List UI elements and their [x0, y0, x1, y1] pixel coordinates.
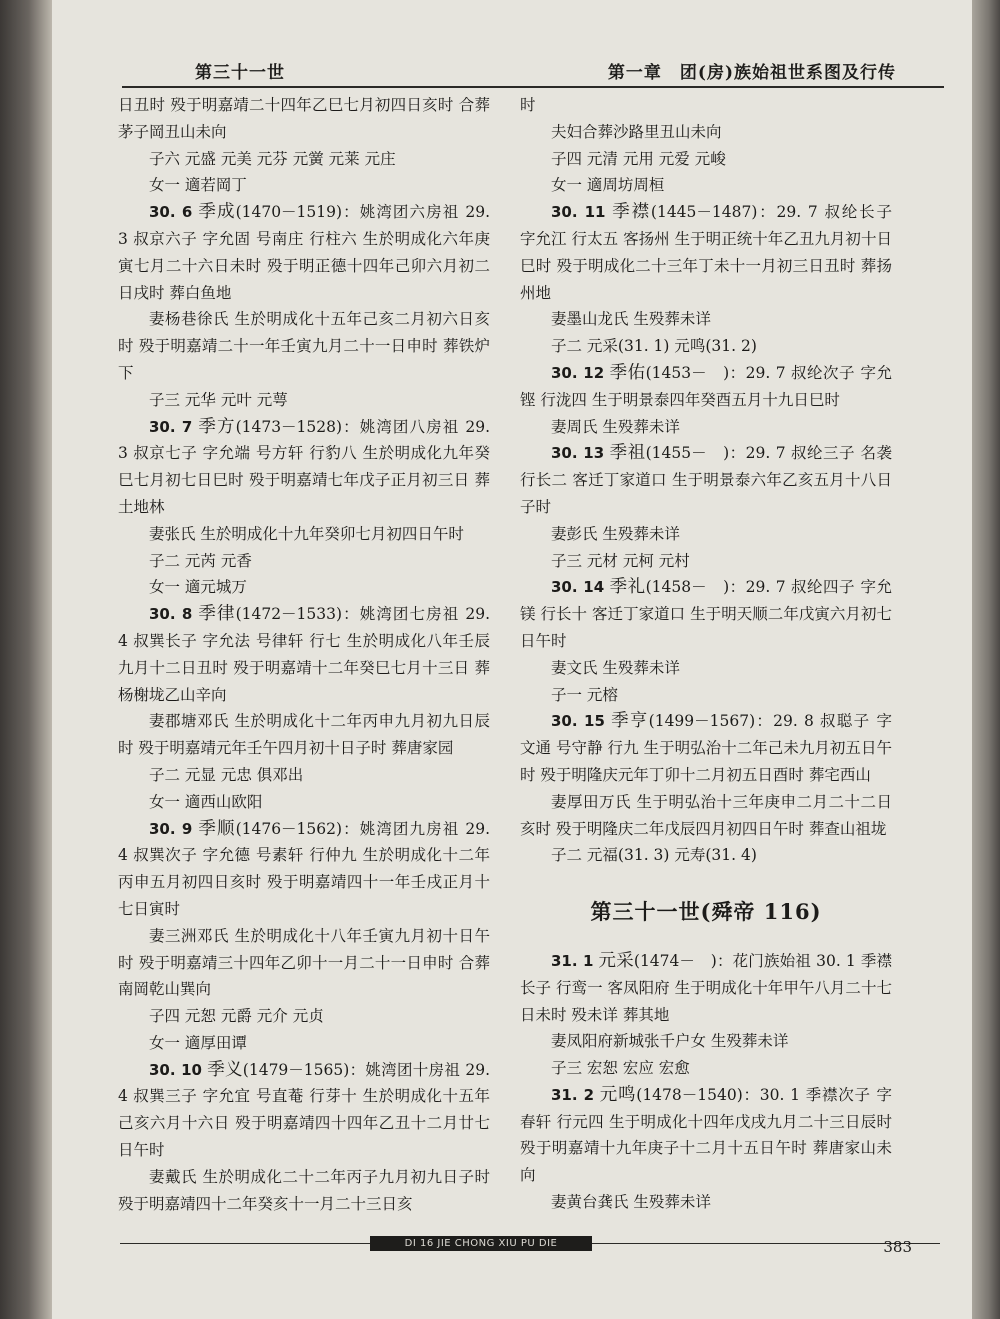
person-entry	[520, 948, 892, 1028]
person-entry	[118, 199, 490, 306]
person-name: 季佑	[609, 362, 646, 383]
text-line: 子二 元芮 元香	[149, 551, 252, 570]
entry-number: 30. 8	[149, 605, 193, 624]
text-line: 子六 元盛 元美 元芬 元黉 元莱 元庄	[149, 149, 396, 168]
text-line: 子二 元福(31. 3) 元寿(31. 4)	[551, 846, 757, 865]
text-line: 女一 適周坊周桓	[551, 176, 665, 195]
text-line: 妻郡塘邓氏 生於明成化十二年丙申九月初九日辰时 殁于明嘉靖元年壬午四月初十日子时 葬唐家园	[118, 712, 490, 758]
person-entry	[118, 414, 490, 521]
entry-number: 30. 15	[551, 712, 605, 731]
left-text-column	[118, 92, 490, 1217]
person-entry	[520, 440, 892, 520]
text-line: 子四 元恕 元爵 元介 元贞	[149, 1007, 324, 1026]
generation-heading: 第三十一世(舜帝 116)	[590, 899, 822, 925]
text-line: 妻彭氏 生殁葬未详	[551, 524, 680, 543]
running-header	[52, 0, 972, 92]
text-line: 妻文氏 生殁葬未详	[551, 658, 680, 677]
entry-number: 30. 7	[149, 417, 193, 436]
text-line: 妻墨山龙氏 生殁葬未详	[551, 310, 711, 329]
person-entry	[520, 1082, 892, 1189]
entry-number: 30. 9	[149, 819, 193, 838]
header-rule	[122, 86, 944, 88]
person-name: 季礼	[609, 577, 646, 598]
text-line: 夫妇合葬沙路里丑山未向	[551, 122, 722, 141]
entry-number: 30. 14	[551, 578, 605, 597]
entry-text: (1478－1540)：30. 1 季襟次子 字春轩 行元四 生于明成化十四年戊戌九月二十三日辰时 殁于明嘉靖十九年庚子十二月十五日午时 葬唐家山未向	[520, 1085, 893, 1185]
page-edge	[972, 0, 1000, 1319]
entry-number: 30. 12	[551, 363, 605, 382]
text-line: 女一 適西山欧阳	[149, 792, 263, 811]
person-name: 季襟	[612, 202, 651, 223]
text-line: 女一 適元城万	[149, 578, 247, 597]
header-chapter-title: 第一章 团(房)族始祖世系图及行传	[607, 63, 896, 83]
person-entry	[520, 708, 892, 788]
text-line: 妻黄台龚氏 生殁葬未详	[551, 1193, 711, 1212]
text-line: 子一 元榕	[551, 685, 618, 704]
text-line: 子三 元材 元柯 元村	[551, 551, 690, 570]
person-name: 季方	[198, 416, 236, 437]
entry-text: (1499－1567)：29. 8 叔聪子 字文通 号守静 行九 生于明弘治十二年己未九月初五日午时 殁于明隆庆元年丁卯十二月初五日酉时 葬宅西山	[520, 712, 893, 784]
person-name: 元采	[598, 950, 634, 971]
text-line: 时	[520, 96, 536, 114]
text-line: 子二 元采(31. 1) 元鸣(31. 2)	[551, 337, 757, 356]
right-text-column	[520, 92, 892, 1216]
book-binding	[0, 0, 52, 1319]
header-generation: 第三十一世	[195, 63, 285, 83]
person-entry	[520, 360, 892, 414]
entry-number: 31. 1	[551, 951, 594, 970]
person-name: 季律	[198, 604, 236, 625]
entry-text: (1479－1565)：姚湾团十房祖 29. 4 叔巽三子 字允宜 号直菴 行芽十 生於明成化十五年己亥六月十六日 殁于明嘉靖四十四年乙丑十二月廿七日午时	[118, 1060, 491, 1160]
entry-text: (1474－ )：花门族始祖 30. 1 季襟长子 行鸾一 客凤阳府 生于明成化十年甲午八月二十七日未时 殁未详 葬其地	[520, 951, 893, 1024]
entry-text: (1470－1519)：姚湾团六房祖 29. 3 叔京六子 字允固 号南庄 行柱六 生於明成化六年庚寅七月二十六日未时 殁于明正德十四年己卯六月初二日戌时 葬白鱼地	[118, 203, 490, 302]
entry-number: 30. 6	[149, 203, 193, 222]
person-entry	[520, 199, 892, 306]
text-line: 子三 元华 元叶 元萼	[149, 390, 288, 409]
person-entry	[118, 1057, 490, 1164]
text-line: 日丑时 殁于明嘉靖二十四年乙巳七月初四日亥时 合葬茅子岡丑山未向	[118, 96, 490, 141]
entry-number: 30. 13	[551, 444, 605, 463]
person-name: 季亨	[611, 711, 649, 732]
text-line: 子四 元清 元用 元爱 元峻	[551, 149, 726, 168]
entry-text: (1455－ )：29. 7 叔纶三子 名袭 行长二 客迁丁家道口 生于明景泰六年乙亥五月十八日子时	[520, 444, 892, 516]
footer-band: DI 16 JIE CHONG XIU PU DIE	[370, 1236, 592, 1251]
person-name: 元鸣	[599, 1084, 637, 1105]
entry-text: (1458－ )：29. 7 叔纶四子 字允镁 行长十 客迁丁家道口 生于明天顺二年戊寅六月初七日午时	[520, 578, 892, 650]
text-line: 妻厚田万氏 生于明弘治十三年庚申二月二十二日亥时 殁于明隆庆二年戊辰四月初四日午时 葬查山祖垅	[520, 792, 892, 838]
person-entry	[520, 574, 892, 654]
text-line: 妻凤阳府新城张千户女 生殁葬未详	[551, 1032, 789, 1051]
entry-number: 30. 10	[149, 1060, 202, 1079]
person-entry	[118, 601, 490, 708]
entry-text: (1472－1533)：姚湾团七房祖 29. 4 叔巽长子 字允法 号律轩 行七 生於明成化八年壬辰九月十二日丑时 殁于明嘉靖十二年癸巳七月十三日 葬杨榭垅乙山辛向	[118, 605, 490, 704]
text-line: 妻戴氏 生於明成化二十二年丙子九月初九日子时 殁于明嘉靖四十二年癸亥十一月二十三日亥	[118, 1167, 490, 1213]
entry-text: (1473－1528)：姚湾团八房祖 29. 3 叔京七子 字允端 号方轩 行豹八 生於明成化九年癸巳七月初七日巳时 殁于明嘉靖七年戊子正月初三日 葬土地林	[118, 417, 490, 516]
entry-text: (1453－ )：29. 7 叔纶次子 字允铿 行泷四 生于明景泰四年癸酉五月十九日巳时	[520, 363, 892, 409]
entry-number: 31. 2	[551, 1085, 595, 1104]
text-line: 子三 宏恕 宏应 宏愈	[551, 1059, 690, 1078]
person-entry	[118, 816, 490, 923]
text-line: 子二 元显 元忠 俱邓出	[149, 765, 304, 784]
text-line: 女一 適若岡丁	[149, 176, 247, 195]
person-name: 季成	[198, 202, 236, 223]
entry-text: (1476－1562)：姚湾团九房祖 29. 4 叔巽次子 字允德 号素轩 行仲九 生於明成化十二年丙申五月初四日亥时 殁于明嘉靖四十一年壬戌正月十七日寅时	[118, 819, 490, 918]
entry-number: 30. 11	[551, 203, 606, 222]
text-line: 妻杨巷徐氏 生於明成化十五年己亥二月初六日亥时 殁于明嘉靖二十一年壬寅九月二十一日申时 葬铁炉下	[118, 310, 490, 382]
person-name: 季顺	[198, 818, 236, 839]
text-line: 妻张氏 生於明成化十九年癸卯七月初四日午时	[149, 524, 464, 543]
person-name: 季义	[207, 1059, 243, 1080]
text-line: 妻三洲邓氏 生於明成化十八年壬寅九月初十日午时 殁于明嘉靖三十四年乙卯十一月二十一日申时 合葬南岡乾山巽向	[118, 926, 490, 999]
entry-text: (1445－1487)：29. 7 叔纶长子 字允江 行太五 客扬州 生于明正统十年乙丑九月初十日巳时 殁于明成化二十三年丁未十一月初三日丑时 葬扬州地	[520, 203, 893, 302]
text-line: 妻周氏 生殁葬未详	[551, 417, 680, 436]
person-name: 季祖	[609, 443, 646, 464]
text-line: 女一 適厚田谭	[149, 1033, 247, 1052]
page-number: 383	[883, 1238, 912, 1256]
